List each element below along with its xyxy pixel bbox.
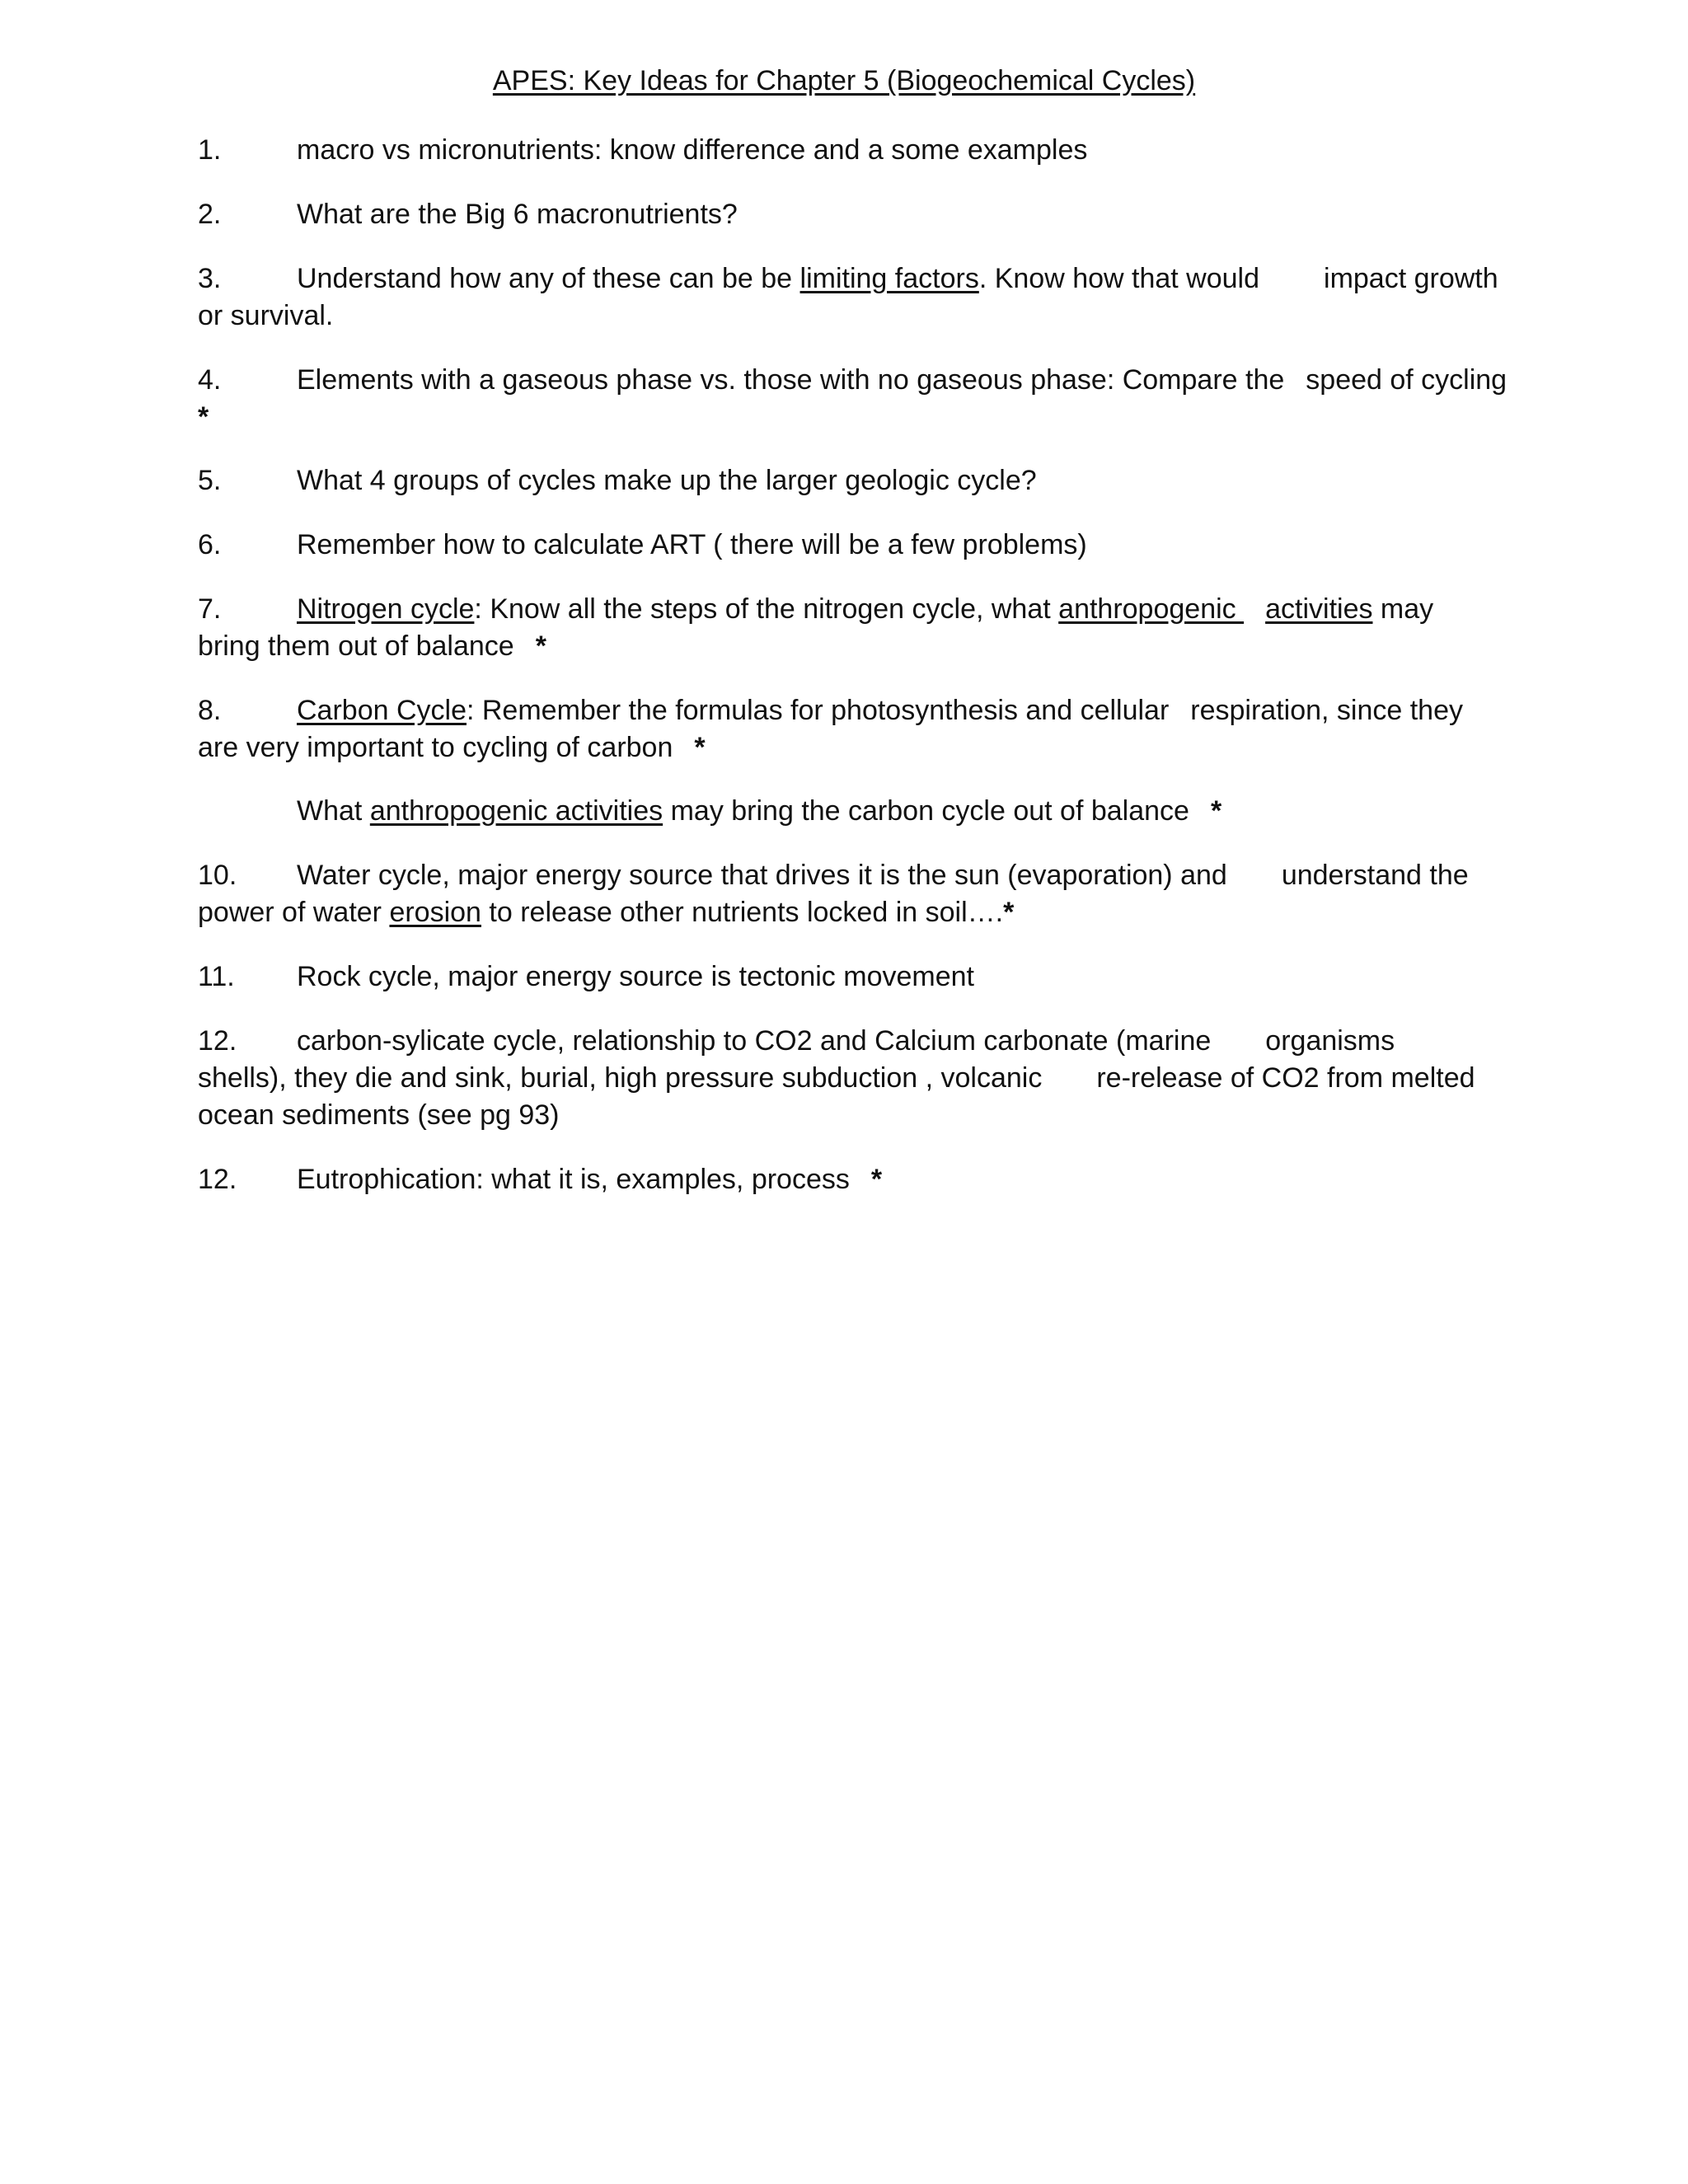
item-text-right: respiration, since they <box>1190 695 1464 726</box>
item-number: 12. <box>198 1164 237 1195</box>
underlined-term: limiting factors <box>799 263 979 294</box>
item-text-right: organisms <box>1265 1025 1395 1057</box>
item-text-right: speed of cycling <box>1306 364 1507 396</box>
item-number: 3. <box>198 263 222 294</box>
underlined-term: Nitrogen cycle <box>297 593 475 625</box>
item-continuation: re-release of CO2 from melted <box>1096 1062 1475 1094</box>
item-text: Elements with a gaseous phase vs. those with no gaseous phase: Compare the <box>297 364 1285 396</box>
item-number: 10. <box>198 860 237 891</box>
item-number: 4. <box>198 364 222 396</box>
item-text: Rock cycle, major energy source is tectonic movement <box>297 961 974 992</box>
item-text: may bring the carbon cycle out of balance <box>663 795 1189 827</box>
item-text: What <box>297 795 370 827</box>
importance-star: * <box>535 630 546 662</box>
list-item <box>198 196 1500 233</box>
item-text: : Remember the formulas for photosynthesis and cellular <box>466 695 1170 726</box>
item-text: : Know all the steps of the nitrogen cycle, what <box>474 593 1059 625</box>
underlined-term: Carbon Cycle <box>297 695 467 726</box>
list-item <box>198 793 1500 830</box>
importance-star: * <box>694 732 706 763</box>
list-item <box>198 260 1500 335</box>
underlined-term: anthropogenic <box>1058 593 1245 625</box>
item-number: 8. <box>198 695 222 726</box>
item-text: Understand how any of these can be be <box>297 263 800 294</box>
item-continuation: power of water <box>198 897 390 928</box>
underlined-term: activities <box>1265 593 1373 625</box>
list-item <box>198 958 1500 996</box>
page-title: APES: Key Ideas for Chapter 5 (Biogeochemical Cycles) <box>492 65 1196 96</box>
item-number: 11. <box>198 961 235 992</box>
item-text: What 4 groups of cycles make up the larger geologic cycle? <box>297 465 1037 496</box>
list-item <box>198 1161 1500 1198</box>
item-continuation: ocean sediments (see pg 93) <box>198 1099 560 1131</box>
underlined-term: anthropogenic activities <box>369 795 663 827</box>
importance-star: * <box>870 1164 883 1195</box>
item-continuation: bring them out of balance <box>198 630 514 662</box>
importance-star: * <box>198 401 209 433</box>
underlined-term: erosion <box>389 897 481 928</box>
item-number: 2. <box>198 199 222 230</box>
list-item <box>198 591 1500 665</box>
item-text-right: understand the <box>1281 860 1469 891</box>
item-continuation: shells), they die and sink, burial, high pressure subduction , volcanic <box>198 1062 1043 1094</box>
list-item <box>198 462 1500 499</box>
item-text: may <box>1372 593 1434 625</box>
item-text: macro vs micronutrients: know difference and a some examples <box>297 134 1088 166</box>
item-text: Remember how to calculate ART ( there will be a few problems) <box>297 529 1087 560</box>
item-continuation: or survival. <box>198 300 334 331</box>
item-text: Eutrophication: what it is, examples, process <box>297 1164 850 1195</box>
item-text: What are the Big 6 macronutrients? <box>297 199 738 230</box>
item-number: 1. <box>198 134 222 166</box>
importance-star: * <box>1210 795 1222 827</box>
item-number: 6. <box>198 529 222 560</box>
item-text: . Know how that would <box>978 263 1260 294</box>
list-item <box>198 1023 1500 1134</box>
item-continuation: are very important to cycling of carbon <box>198 732 673 763</box>
item-text: Water cycle, major energy source that drives it is the sun (evaporation) and <box>297 860 1227 891</box>
list-item <box>198 132 1500 169</box>
importance-star: * <box>1003 897 1015 928</box>
item-number: 7. <box>198 593 222 625</box>
list-item <box>198 857 1500 931</box>
item-continuation: to release other nutrients locked in soil…. <box>481 897 1004 928</box>
item-text-right: impact growth <box>1324 263 1498 294</box>
list-item <box>198 527 1500 564</box>
item-number: 5. <box>198 465 222 496</box>
item-text: carbon-sylicate cycle, relationship to CO2 and Calcium carbonate (marine <box>297 1025 1212 1057</box>
list-item <box>198 362 1507 436</box>
list-item <box>198 692 1500 766</box>
item-number: 12. <box>198 1025 237 1057</box>
